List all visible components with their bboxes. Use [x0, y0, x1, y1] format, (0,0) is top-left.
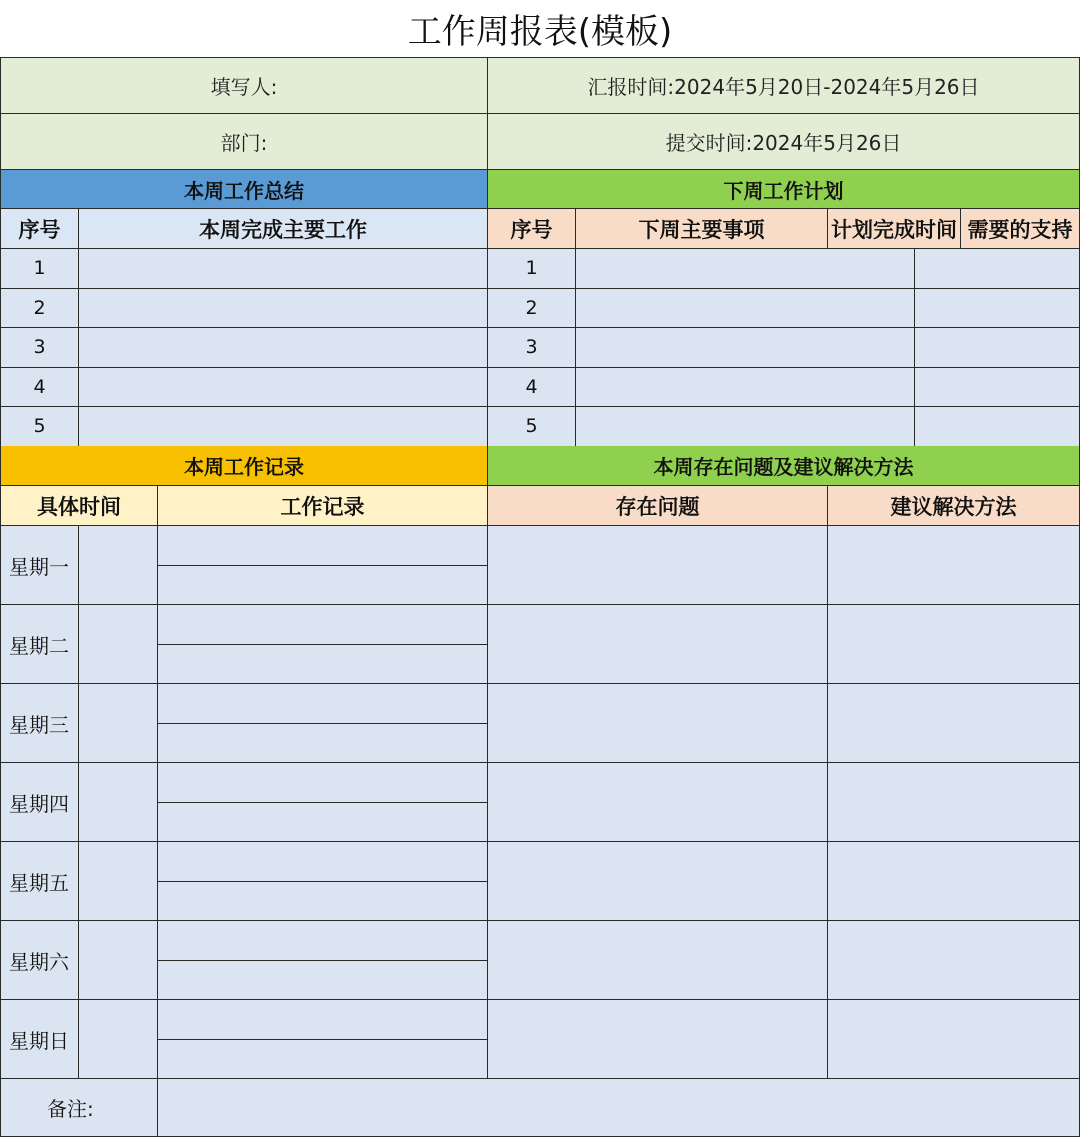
plan-row-item[interactable] [576, 368, 915, 408]
work-record-cell[interactable] [158, 961, 488, 1001]
work-record-cell[interactable] [158, 803, 488, 843]
solution-cell[interactable] [828, 763, 1080, 842]
record-col-record: 工作记录 [158, 486, 488, 526]
issue-cell[interactable] [488, 842, 828, 921]
summary-row-number: 5 [0, 407, 79, 447]
day-time-cell[interactable] [79, 842, 158, 921]
section-this-week-summary: 本周工作总结 [0, 170, 488, 209]
plan-row-support[interactable] [915, 407, 1080, 447]
plan-row-item[interactable] [576, 249, 915, 289]
plan-row-support[interactable] [915, 328, 1080, 368]
solution-cell[interactable] [828, 605, 1080, 684]
report-period: 汇报时间:2024年5月20日-2024年5月26日 [488, 58, 1080, 114]
work-record-cell[interactable] [158, 724, 488, 764]
issues-col-issue: 存在问题 [488, 486, 828, 526]
day-label: 星期六 [0, 921, 79, 1000]
work-record-cell[interactable] [158, 842, 488, 882]
work-record-cell[interactable] [158, 605, 488, 645]
plan-col-time: 计划完成时间 [828, 209, 961, 249]
day-label: 星期五 [0, 842, 79, 921]
plan-col-item: 下周主要事项 [576, 209, 828, 249]
summary-row-number: 2 [0, 289, 79, 329]
summary-row-content[interactable] [79, 289, 488, 329]
issue-cell[interactable] [488, 605, 828, 684]
plan-row-number: 1 [488, 249, 576, 289]
remarks-content[interactable] [158, 1079, 1080, 1137]
work-record-cell[interactable] [158, 882, 488, 922]
issue-cell[interactable] [488, 684, 828, 763]
solution-cell[interactable] [828, 526, 1080, 605]
section-issues: 本周存在问题及建议解决方法 [488, 446, 1080, 486]
summary-row-number: 4 [0, 368, 79, 408]
summary-row-content[interactable] [79, 249, 488, 289]
solution-cell[interactable] [828, 921, 1080, 1000]
plan-row-number: 2 [488, 289, 576, 329]
day-label: 星期日 [0, 1000, 79, 1079]
plan-col-no: 序号 [488, 209, 576, 249]
plan-row-item[interactable] [576, 328, 915, 368]
filler-label: 填写人: [0, 58, 488, 114]
department-label: 部门: [0, 114, 488, 170]
section-next-week-plan: 下周工作计划 [488, 170, 1080, 209]
day-label: 星期二 [0, 605, 79, 684]
summary-col-no: 序号 [0, 209, 79, 249]
day-time-cell[interactable] [79, 684, 158, 763]
summary-row-number: 1 [0, 249, 79, 289]
summary-row-content[interactable] [79, 407, 488, 447]
summary-row-content[interactable] [79, 328, 488, 368]
plan-row-item[interactable] [576, 289, 915, 329]
issue-cell[interactable] [488, 1000, 828, 1079]
section-work-record: 本周工作记录 [0, 446, 488, 486]
work-record-cell[interactable] [158, 645, 488, 685]
summary-row-content[interactable] [79, 368, 488, 408]
record-col-time: 具体时间 [0, 486, 158, 526]
day-time-cell[interactable] [79, 1000, 158, 1079]
day-time-cell[interactable] [79, 763, 158, 842]
issue-cell[interactable] [488, 763, 828, 842]
day-time-cell[interactable] [79, 921, 158, 1000]
page-title: 工作周报表(模板) [0, 0, 1080, 58]
submit-time: 提交时间:2024年5月26日 [488, 114, 1080, 170]
plan-row-support[interactable] [915, 289, 1080, 329]
work-record-cell[interactable] [158, 684, 488, 724]
solution-cell[interactable] [828, 1000, 1080, 1079]
issues-col-solution: 建议解决方法 [828, 486, 1080, 526]
plan-row-support[interactable] [915, 249, 1080, 289]
solution-cell[interactable] [828, 684, 1080, 763]
solution-cell[interactable] [828, 842, 1080, 921]
plan-row-number: 4 [488, 368, 576, 408]
plan-col-support: 需要的支持 [961, 209, 1080, 249]
plan-row-support[interactable] [915, 368, 1080, 408]
day-time-cell[interactable] [79, 526, 158, 605]
work-record-cell[interactable] [158, 763, 488, 803]
remarks-label: 备注: [0, 1079, 158, 1137]
summary-row-number: 3 [0, 328, 79, 368]
plan-row-item[interactable] [576, 407, 915, 447]
day-time-cell[interactable] [79, 605, 158, 684]
issue-cell[interactable] [488, 526, 828, 605]
work-record-cell[interactable] [158, 526, 488, 566]
day-label: 星期三 [0, 684, 79, 763]
issue-cell[interactable] [488, 921, 828, 1000]
work-record-cell[interactable] [158, 1000, 488, 1040]
day-label: 星期四 [0, 763, 79, 842]
work-record-cell[interactable] [158, 921, 488, 961]
summary-col-main: 本周完成主要工作 [79, 209, 488, 249]
plan-row-number: 3 [488, 328, 576, 368]
work-record-cell[interactable] [158, 566, 488, 606]
plan-row-number: 5 [488, 407, 576, 447]
work-record-cell[interactable] [158, 1040, 488, 1080]
day-label: 星期一 [0, 526, 79, 605]
